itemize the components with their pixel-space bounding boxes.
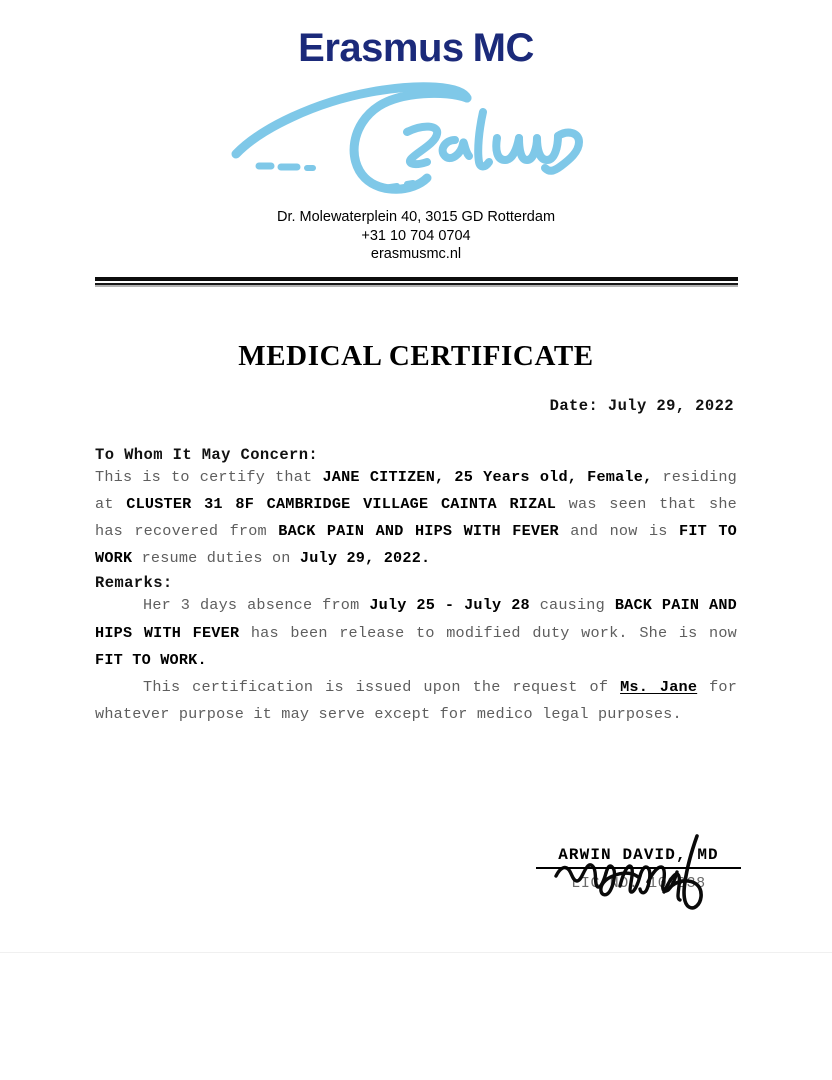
- page-bottom-edge: [0, 952, 832, 953]
- letterhead-divider: [95, 277, 738, 287]
- logo-wordmark-primary: Erasmus: [298, 26, 464, 70]
- certify-text-3: was seen that she has recovered from: [95, 494, 737, 540]
- document-body: [0, 397, 832, 729]
- address-line-phone: +31 10 704 0704: [361, 227, 471, 244]
- signature-block: [536, 846, 741, 892]
- closing-text-1: This certification is issued upon the request of: [143, 677, 621, 696]
- patient-identity: JANE CITIZEN, 25 Years old, Female,: [322, 467, 653, 486]
- physician-license: LIC NO. 100238: [571, 875, 706, 892]
- address-line-street: Dr. Molewaterplein 40, 3015 GD Rotterdam: [276, 209, 556, 225]
- erasmus-mc-logo: [231, 14, 601, 204]
- requester-name: Ms. Jane: [620, 677, 698, 696]
- certify-text-5: resume duties on: [132, 549, 300, 568]
- diagnosis: BACK PAIN AND HIPS WITH FEVER: [278, 521, 559, 540]
- closing-text-2: for whatever purpose it may serve except for medico legal purposes.: [95, 677, 738, 724]
- logo-swoosh-icon: [231, 68, 601, 198]
- remarks-diagnosis: BACK PAIN AND HIPS WITH FEVER: [95, 596, 738, 642]
- absence-period: July 25 - July 28: [369, 596, 530, 615]
- logo-wordmark: [231, 14, 601, 68]
- return-to-work-date: July 29, 2022.: [299, 549, 431, 568]
- address-line-website: erasmusmc.nl: [370, 246, 462, 262]
- remarks-text-3: has been release to modified duty work. She is now: [239, 623, 737, 642]
- letterhead: [0, 0, 832, 287]
- fitness-status: FIT TO WORK: [95, 521, 737, 568]
- certify-text-2: residing at: [95, 467, 738, 513]
- remarks-text-1: Her 3 days absence from: [143, 596, 370, 615]
- logo-wordmark-secondary: MC: [472, 26, 534, 70]
- certification-paragraph: [95, 464, 737, 573]
- certify-text-4: and now is: [558, 521, 680, 540]
- salutation: To Whom It May Concern:: [95, 445, 319, 464]
- certify-text-1: This is to certify that: [95, 467, 323, 486]
- remarks-paragraph: [95, 592, 737, 674]
- page-title: MEDICAL CERTIFICATE: [238, 339, 594, 372]
- closing-paragraph: [95, 674, 737, 728]
- remarks-text-2: causing: [529, 596, 615, 615]
- issue-date: Date: July 29, 2022: [549, 396, 734, 415]
- remarks-fitness-status: FIT TO WORK.: [95, 650, 207, 669]
- patient-address: CLUSTER 31 8F CAMBRIDGE VILLAGE CAINTA RIZAL: [126, 494, 557, 513]
- clinic-address: [0, 208, 832, 264]
- remarks-label: Remarks:: [95, 574, 173, 593]
- physician-name: ARWIN DAVID, MD: [536, 846, 741, 869]
